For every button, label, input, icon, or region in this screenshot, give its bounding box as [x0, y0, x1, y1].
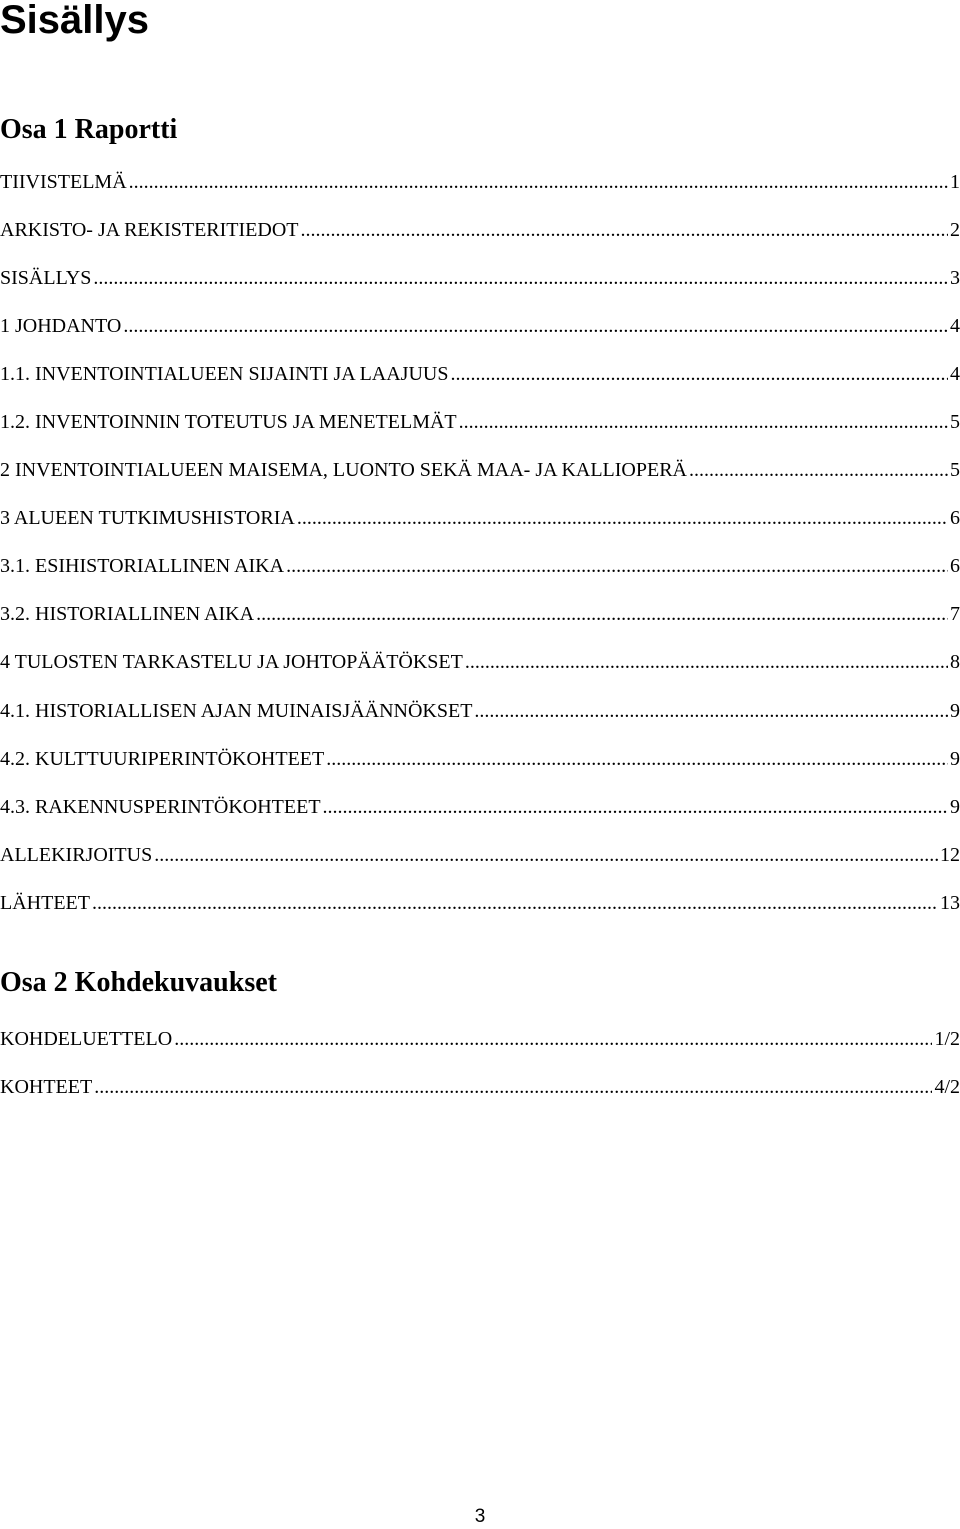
toc-dot-leader	[129, 170, 948, 194]
toc-entry-page: 6	[950, 507, 960, 530]
toc-entry-page: 4	[950, 363, 960, 386]
toc-entry-label: 4.3. RAKENNUSPERINTÖKOHTEET	[0, 795, 321, 818]
toc-entry-label: SISÄLLYS	[0, 267, 92, 290]
toc-entry-label: 4 TULOSTEN TARKASTELU JA JOHTOPÄÄTÖKSET	[0, 651, 463, 674]
toc-part-2	[0, 1027, 960, 1123]
toc-part-1	[0, 170, 960, 939]
toc-dot-leader	[174, 1027, 932, 1051]
toc-entry-page: 8	[950, 651, 960, 674]
toc-entry	[0, 362, 960, 410]
toc-entry	[0, 506, 960, 554]
toc-entry-label: TIIVISTELMÄ	[0, 171, 127, 193]
toc-entry-label: LÄHTEET	[0, 891, 90, 914]
toc-entry-page: 7	[950, 603, 960, 626]
toc-entry-label: 2 INVENTOINTIALUEEN MAISEMA, LUONTO SEKÄ MAA- JA KALLIOPERÄ	[0, 459, 687, 482]
toc-entry-page: 4	[950, 315, 960, 338]
toc-dot-leader	[286, 554, 948, 578]
toc-entry-label: ALLEKIRJOITUS	[0, 843, 153, 866]
toc-entry	[0, 266, 960, 314]
toc-dot-leader	[474, 699, 948, 723]
toc-entry-label: 3 ALUEEN TUTKIMUSHISTORIA	[0, 507, 295, 530]
toc-dot-leader	[301, 218, 948, 242]
toc-entry	[0, 410, 960, 458]
toc-dot-leader	[689, 458, 948, 482]
toc-entry	[0, 650, 960, 698]
toc-entry-label: 3.1. ESIHISTORIALLINEN AIKA	[0, 555, 285, 578]
toc-entry	[0, 314, 960, 362]
toc-entry-label: 1 JOHDANTO	[0, 315, 122, 338]
toc-entry-page: 9	[950, 699, 960, 722]
part-1-heading: Osa 1 Raportti	[0, 114, 178, 145]
toc-dot-leader	[93, 266, 948, 290]
toc-dot-leader	[256, 602, 948, 626]
toc-entry-label: 1.1. INVENTOINTIALUEEN SIJAINTI JA LAAJUUS	[0, 363, 449, 386]
toc-dot-leader	[123, 314, 948, 338]
toc-dot-leader	[326, 747, 948, 771]
toc-entry-label: ARKISTO- JA REKISTERITIEDOT	[0, 219, 299, 242]
toc-entry	[0, 891, 960, 939]
toc-entry-label: 4.2. KULTTUURIPERINTÖKOHTEET	[0, 747, 325, 770]
toc-entry-label: KOHTEET	[0, 1076, 93, 1099]
toc-entry	[0, 843, 960, 891]
toc-entry	[0, 218, 960, 266]
toc-entry-page: 4/2	[934, 1076, 960, 1099]
toc-entry-page: 1/2	[934, 1028, 960, 1050]
toc-dot-leader	[450, 362, 948, 386]
toc-entry	[0, 602, 960, 650]
toc-entry-page: 13	[940, 891, 960, 914]
toc-entry-page: 6	[950, 555, 960, 578]
toc-entry	[0, 554, 960, 602]
toc-entry-page: 5	[950, 459, 960, 482]
toc-entry-page: 1	[950, 171, 960, 193]
part-2-heading: Osa 2 Kohdekuvaukset	[0, 967, 277, 998]
toc-entry-page: 2	[950, 219, 960, 242]
toc-entry-label: 1.2. INVENTOINNIN TOTEUTUS JA MENETELMÄT	[0, 411, 457, 434]
toc-entry-page: 9	[950, 747, 960, 770]
toc-dot-leader	[92, 891, 938, 915]
toc-dot-leader	[94, 1075, 932, 1099]
page-title: Sisällys	[0, 0, 150, 42]
toc-dot-leader	[465, 650, 948, 674]
toc-entry-label: KOHDELUETTELO	[0, 1028, 173, 1050]
toc-entry-label: 4.1. HISTORIALLISEN AJAN MUINAISJÄÄNNÖKSET	[0, 699, 473, 722]
toc-dot-leader	[459, 410, 948, 434]
toc-entry-page: 5	[950, 411, 960, 434]
toc-entry-label: 3.2. HISTORIALLINEN AIKA	[0, 603, 255, 626]
toc-entry	[0, 699, 960, 747]
toc-dot-leader	[154, 843, 938, 867]
toc-entry	[0, 747, 960, 795]
toc-entry-page: 12	[940, 843, 960, 866]
toc-entry	[0, 170, 960, 218]
toc-entry-page: 3	[950, 267, 960, 290]
toc-entry-page: 9	[950, 795, 960, 818]
toc-entry	[0, 458, 960, 506]
toc-entry	[0, 795, 960, 843]
toc-entry	[0, 1075, 960, 1123]
page-number: 3	[474, 1506, 486, 1527]
toc-entry	[0, 1027, 960, 1075]
toc-dot-leader	[297, 506, 948, 530]
toc-dot-leader	[323, 795, 948, 819]
